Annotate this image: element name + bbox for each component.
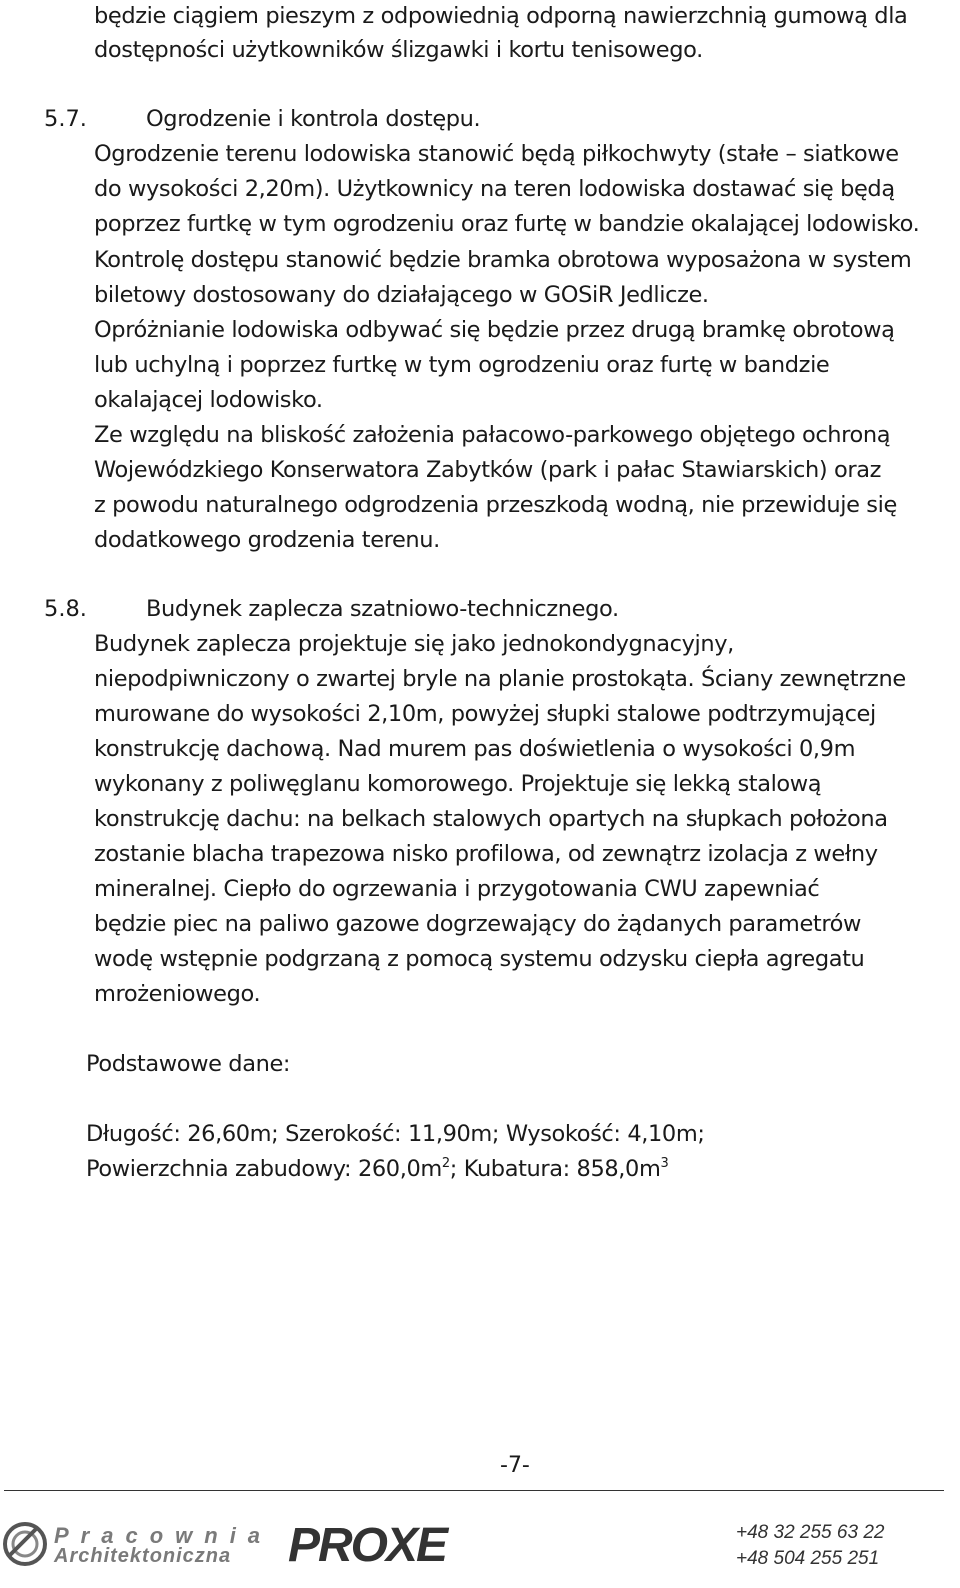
paragraph-line: lub uchylną i poprzez furtkę w tym ogrodzeniu oraz furtę w bandzie bbox=[94, 352, 830, 378]
paragraph-line: będzie piec na paliwo gazowe dogrzewający do żądanych parametrów bbox=[94, 911, 862, 937]
paragraph-line: konstrukcję dachu: na belkach stalowych opartych na słupkach położona bbox=[94, 806, 888, 832]
area-superscript: 2 bbox=[441, 1156, 450, 1171]
paragraph-line: dodatkowego grodzenia terenu. bbox=[94, 527, 440, 553]
paragraph-line: Ogrodzenie terenu lodowiska stanowić będą piłkochwyty (stałe – siatkowe bbox=[94, 141, 899, 167]
brand-logo-text: PROXE bbox=[288, 1519, 447, 1572]
brand-line-2: Architektoniczna bbox=[54, 1545, 232, 1567]
page-number: -7- bbox=[500, 1453, 530, 1478]
studio-logo-icon bbox=[2, 1521, 48, 1567]
area-volume-line bbox=[86, 1155, 668, 1183]
phone-number: +48 32 255 63 22 bbox=[736, 1522, 885, 1543]
paragraph-line: konstrukcję dachową. Nad murem pas doświetlenia o wysokości 0,9m bbox=[94, 736, 856, 762]
basic-data-heading: Podstawowe dane: bbox=[86, 1051, 291, 1077]
paragraph-line: do wysokości 2,20m). Użytkownicy na teren lodowiska dostawać się będą bbox=[94, 176, 895, 202]
section-title: Budynek zaplecza szatniowo-technicznego. bbox=[146, 596, 619, 622]
paragraph-line: Opróżnianie lodowiska odbywać się będzie przez drugą bramkę obrotową bbox=[94, 317, 895, 343]
dimensions-line: Długość: 26,60m; Szerokość: 11,90m; Wysokość: 4,10m; bbox=[86, 1121, 705, 1147]
area-label: Powierzchnia zabudowy: 260,0m bbox=[86, 1156, 442, 1182]
section-number: 5.7. bbox=[44, 106, 87, 132]
footer-divider bbox=[4, 1490, 944, 1491]
paragraph-line: zostanie blacha trapezowa nisko profilowa, od zewnątrz izolacja z wełny bbox=[94, 841, 878, 867]
paragraph-line: wodę wstępnie podgrzaną z pomocą systemu odzysku ciepła agregatu bbox=[94, 946, 865, 972]
paragraph-line: Budynek zaplecza projektuje się jako jednokondygnacyjny, bbox=[94, 631, 734, 657]
paragraph-line: biletowy dostosowany do działającego w GOSiR Jedlicze. bbox=[94, 282, 709, 308]
intro-line: dostępności użytkowników ślizgawki i kortu tenisowego. bbox=[94, 37, 703, 63]
section-title: Ogrodzenie i kontrola dostępu. bbox=[146, 106, 481, 132]
volume-label: ; Kubatura: 858,0m bbox=[449, 1156, 661, 1182]
volume-superscript: 3 bbox=[660, 1156, 669, 1171]
brand-line-1: Pracownia bbox=[54, 1523, 273, 1548]
paragraph-line: Ze względu na bliskość założenia pałacowo-parkowego objętego ochroną bbox=[94, 422, 891, 448]
section-number: 5.8. bbox=[44, 596, 87, 622]
paragraph-line: mrożeniowego. bbox=[94, 981, 261, 1007]
paragraph-line: okalającej lodowisko. bbox=[94, 387, 323, 413]
paragraph-line: Kontrolę dostępu stanowić będzie bramka obrotowa wyposażona w system bbox=[94, 247, 912, 273]
intro-line: będzie ciągiem pieszym z odpowiednią odporną nawierzchnią gumową dla bbox=[94, 3, 908, 29]
paragraph-line: mineralnej. Ciepło do ogrzewania i przygotowania CWU zapewniać bbox=[94, 876, 820, 902]
paragraph-line: z powodu naturalnego odgrodzenia przeszkodą wodną, nie przewiduje się bbox=[94, 492, 897, 518]
paragraph-line: murowane do wysokości 2,10m, powyżej słupki stalowe podtrzymującej bbox=[94, 701, 876, 727]
paragraph-line: niepodpiwniczony o zwartej bryle na planie prostokąta. Ściany zewnętrzne bbox=[94, 666, 906, 692]
paragraph-line: poprzez furtkę w tym ogrodzeniu oraz furtę w bandzie okalającej lodowisko. bbox=[94, 211, 920, 237]
phone-number: +48 504 255 251 bbox=[736, 1548, 880, 1569]
paragraph-line: Wojewódzkiego Konserwatora Zabytków (park i pałac Stawiarskich) oraz bbox=[94, 457, 882, 483]
paragraph-line: wykonany z poliwęglanu komorowego. Projektuje się lekką stalową bbox=[94, 771, 822, 797]
